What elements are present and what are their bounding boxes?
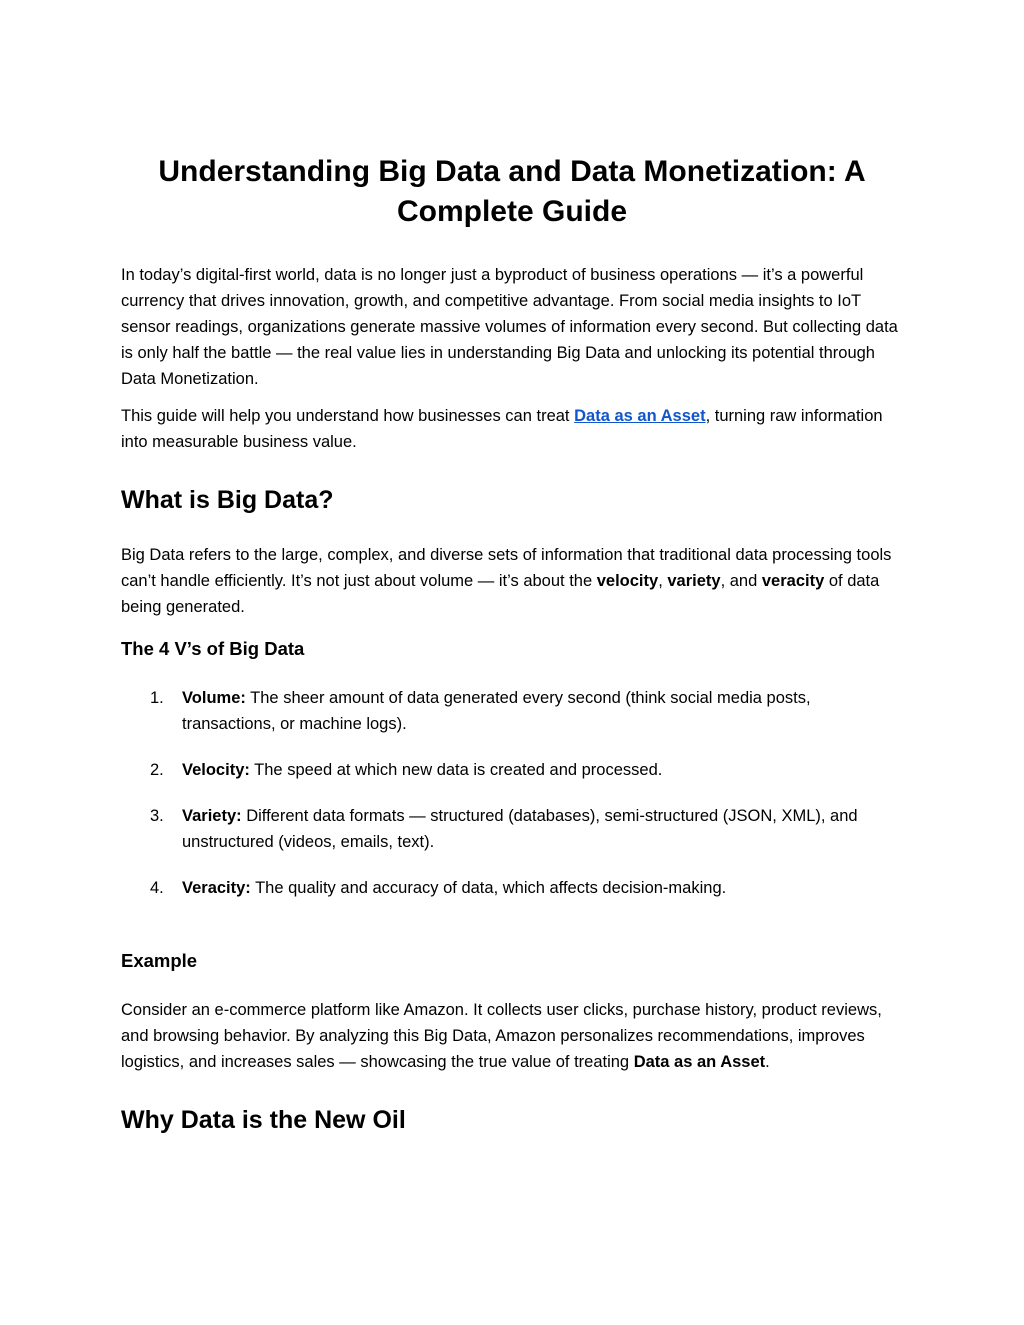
example-heading: Example bbox=[121, 950, 198, 971]
list-item bbox=[150, 685, 903, 737]
list-item-number: 1. bbox=[150, 689, 164, 707]
four-vs-list bbox=[121, 685, 903, 901]
example-paragraph-segment: Consider an e-commerce platform like Amazon. It collects user clicks, purchase history, product reviews, and browsing behavior. By analyzing this Big Data, Amazon personalizes recommendations, improves logistics, and increases sales — showcasing the true value of treating bbox=[121, 1001, 882, 1071]
list-item-body bbox=[182, 875, 903, 901]
list-item-body bbox=[182, 757, 903, 783]
list-item-number: 4. bbox=[150, 879, 164, 897]
list-item-description: The quality and accuracy of data, which affects decision-making. bbox=[255, 879, 727, 897]
what-is-big-data-paragraph bbox=[121, 542, 903, 620]
bold-term-variety: variety bbox=[667, 572, 721, 590]
list-item-description: The speed at which new data is created and processed. bbox=[254, 761, 663, 779]
document-page bbox=[121, 152, 903, 1137]
list-item-term: Veracity: bbox=[182, 879, 251, 897]
what-is-paragraph-segment: Big Data refers to the large, complex, and diverse sets of information that traditional data processing tools can’t handle efficiently. It’s not just about volume — it’s about the bbox=[121, 546, 892, 590]
list-item-number: 2. bbox=[150, 761, 164, 779]
list-item bbox=[150, 875, 903, 901]
list-item-term: Velocity: bbox=[182, 761, 250, 779]
list-item-description: Different data formats — structured (databases), semi-structured (JSON, XML), and unstructured (videos, emails, text). bbox=[182, 807, 858, 851]
example-paragraph bbox=[121, 997, 903, 1075]
list-item-body bbox=[182, 685, 903, 737]
intro-paragraph-2-text-before: This guide will help you understand how businesses can treat bbox=[121, 407, 575, 425]
list-item bbox=[150, 803, 903, 855]
bold-term-veracity: veracity bbox=[761, 572, 825, 590]
list-item-description: The sheer amount of data generated every second (think social media posts, transactions, or machine logs). bbox=[182, 689, 811, 733]
intro-paragraph-1: In today’s digital-first world, data is no longer just a byproduct of business operations — it’s a powerful currency that drives innovation, growth, and competitive advantage. From social media insights to IoT sensor readings, organizations generate massive volumes of information every second. But collecting data is only half the battle — the real value lies in understanding Big Data and unlocking its potential through Data Monetization. bbox=[121, 266, 898, 388]
bold-term-velocity: velocity bbox=[596, 572, 659, 590]
why-new-oil-heading: Why Data is the New Oil bbox=[121, 1106, 406, 1134]
list-item-term: Variety: bbox=[182, 807, 242, 825]
list-item-body bbox=[182, 803, 903, 855]
bold-term-data-as-an-asset: Data as an Asset bbox=[633, 1053, 766, 1071]
four-vs-heading: The 4 V’s of Big Data bbox=[121, 638, 305, 659]
list-item-number: 3. bbox=[150, 807, 164, 825]
list-item-term: Volume: bbox=[182, 689, 246, 707]
intro-paragraph-2 bbox=[121, 403, 903, 455]
what-is-paragraph-segment: , bbox=[658, 572, 668, 590]
example-paragraph-segment: . bbox=[765, 1053, 770, 1071]
what-is-paragraph-segment: of data being generated. bbox=[121, 572, 880, 616]
data-as-an-asset-link[interactable]: Data as an Asset bbox=[574, 407, 706, 425]
list-item bbox=[150, 757, 903, 783]
intro-paragraph-2-text-after: , turning raw information into measurable business value. bbox=[121, 407, 883, 451]
what-is-paragraph-segment: , and bbox=[720, 572, 762, 590]
document-title: Understanding Big Data and Data Monetization: A Complete Guide bbox=[158, 155, 866, 228]
what-is-big-data-heading: What is Big Data? bbox=[121, 486, 334, 514]
